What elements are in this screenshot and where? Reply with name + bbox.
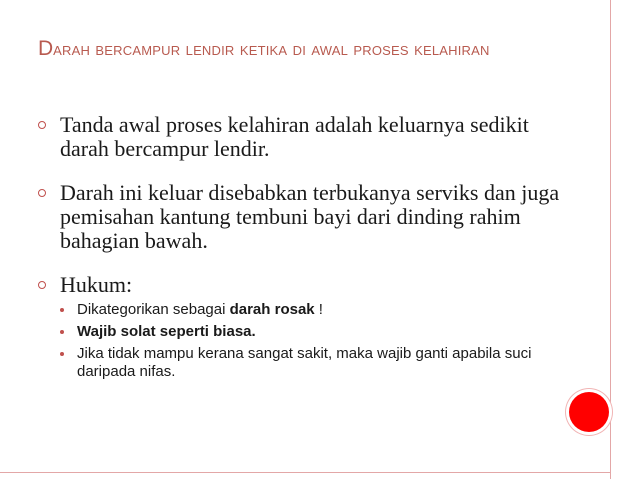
sub-bullet-list xyxy=(60,301,578,381)
sub-bullet-item xyxy=(60,323,578,341)
slide-title xyxy=(38,34,578,64)
circle-bullet-icon xyxy=(38,121,46,129)
sub-bullet-text: Jika tidak mampu kerana sangat sakit, maka wajib ganti apabila suci daripada nifas. xyxy=(77,345,532,380)
decorative-red-circle xyxy=(569,392,609,432)
slide-content xyxy=(38,113,578,381)
bullet-item xyxy=(38,273,578,381)
bullet-item xyxy=(38,181,578,253)
sub-bullet-text-suffix: ! xyxy=(314,301,323,318)
title-first-letter: D xyxy=(38,37,54,60)
sub-bullet-item xyxy=(60,345,578,381)
circle-bullet-icon xyxy=(38,281,46,289)
sub-bullet-item xyxy=(60,301,578,319)
bullet-text: Hukum: xyxy=(60,272,133,297)
frame-line-right xyxy=(610,0,611,479)
dot-bullet-icon xyxy=(60,330,64,334)
bullet-item xyxy=(38,113,578,161)
dot-bullet-icon xyxy=(60,308,64,312)
sub-bullet-text-prefix: Dikategorikan sebagai xyxy=(77,301,230,318)
frame-line-bottom xyxy=(0,472,610,473)
title-rest: arah bercampur lendir ketika di awal proses kelahiran xyxy=(53,38,490,59)
circle-bullet-icon xyxy=(38,189,46,197)
sub-bullet-bold-text: darah rosak xyxy=(229,301,315,318)
bullet-text: Tanda awal proses kelahiran adalah keluarnya sedikit darah bercampur lendir. xyxy=(60,112,529,161)
sub-bullet-bold-text: Wajib solat seperti biasa. xyxy=(77,323,256,340)
bullet-text: Darah ini keluar disebabkan terbukanya serviks dan juga pemisahan kantung tembuni bayi dari dinding rahim bahagian bawah. xyxy=(60,180,560,253)
dot-bullet-icon xyxy=(60,352,64,356)
